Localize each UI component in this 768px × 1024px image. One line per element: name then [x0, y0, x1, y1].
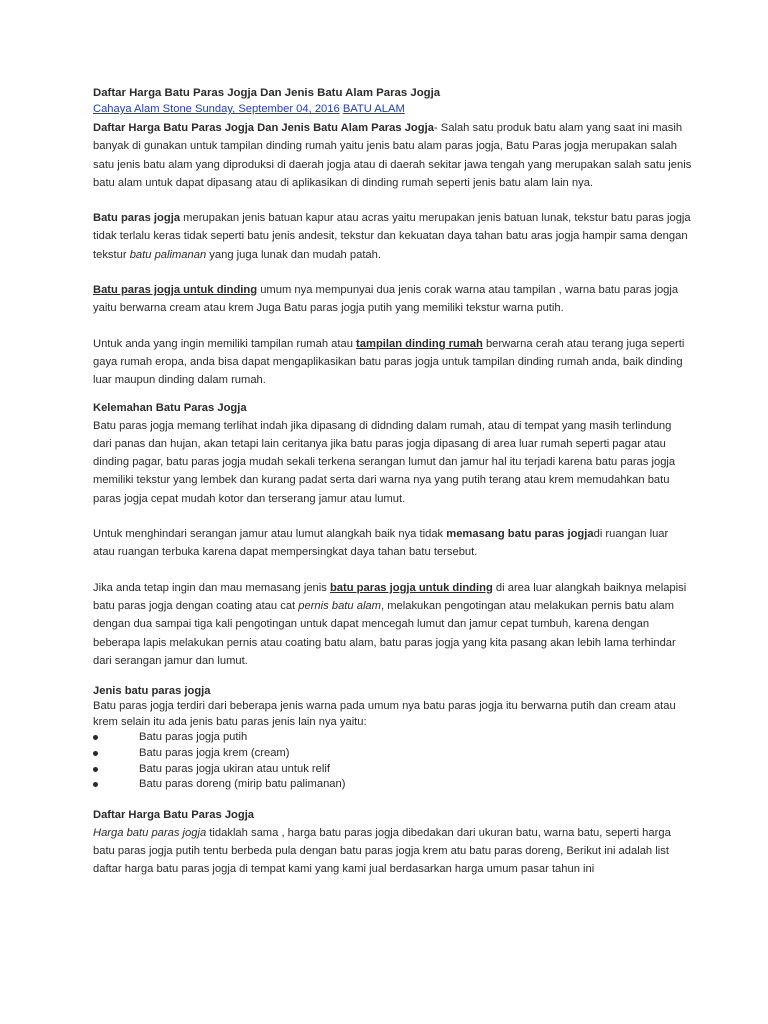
- p3-text: umum nya mempunyai dua jenis corak warna atau tampilan , warna batu paras jogja yaitu berwarna cream atau krem Juga Batu paras jogja putih yang memiliki tekstur warna putih.: [93, 284, 679, 315]
- heading-kelemahan: Kelemahan Batu Paras Jogja: [93, 401, 247, 414]
- document-page: [93, 85, 693, 879]
- paragraph-kelemahan: Batu paras jogja memang terlihat indah jika dipasang di didnding dalam rumah, atau di tempat yang masih terlindung dari panas dan hujan, akan tetapi lain ceritanya jika batu paras jogja dipasang di area luar rumah seperti pagar atau dinding pagar, batu paras jogja mudah sekali terkena serangan lumut dan jamur hal itu terjadi karena batu paras jogja memiliki tekstur yang lembek dan kurang padat serta dari warna nya yang putih terang atau krem memudahkan batu paras jogja cepat mudah kotor dan terserang jamur atau lumut.: [93, 419, 676, 505]
- p6-bold: memasang batu paras jogja: [446, 528, 594, 541]
- paragraph-coating: [93, 579, 693, 670]
- p2-italic: batu palimanan: [129, 248, 207, 261]
- p7-italic: pernis batu alam: [298, 599, 381, 612]
- paragraph-tampilan-rumah: [93, 335, 693, 390]
- list-item-label: Batu paras jogja ukiran atau untuk relif: [139, 762, 330, 775]
- p4-text-1: Untuk anda yang ingin memiliki tampilan rumah atau: [93, 337, 357, 350]
- link-batu-paras-untuk-dinding[interactable]: Batu paras jogja untuk dinding: [93, 284, 258, 297]
- list-item: [93, 730, 693, 746]
- paragraph-batu-paras: [93, 209, 693, 264]
- p2-text-2: yang juga lunak dan mudah patah.: [206, 248, 381, 261]
- p7-text-2: di area luar alangkah baiknya melapisi batu paras jogja dengan coating atau cat: [93, 581, 687, 612]
- intro-bold-lead: Daftar Harga Batu Paras Jogja Dan Jenis Batu Alam Paras Jogja: [93, 122, 434, 134]
- list-item-label: Batu paras jogja krem (cream): [139, 746, 290, 759]
- link-batu-paras-untuk-dinding-2[interactable]: batu paras jogja untuk dinding: [329, 581, 493, 594]
- p7-text-1: Jika anda tetap ingin dan mau memasang jenis: [93, 581, 330, 594]
- post-byline: [93, 101, 693, 117]
- category-link[interactable]: BATU ALAM: [342, 103, 405, 115]
- list-item-label: Batu paras jogja putih: [139, 731, 248, 744]
- harga-italic-lead: Harga batu paras jogja: [93, 826, 207, 839]
- paragraph-untuk-dinding: [93, 281, 693, 318]
- paragraph-menghindari: [93, 525, 693, 562]
- link-tampilan-dinding-rumah[interactable]: tampilan dinding rumah: [356, 337, 483, 350]
- p7-text-3: , melakukan pengotingan atau melakukan pernis batu alam dengan dua sampai tiga kali pengotingan untuk dapat mencegah lumut dan jamur cepat tumbuh, karena dengan beberapa lapis melakukan pernis atau coating batu alam, batu paras jogja yang kita pasang akan lebih lama terhindar dari serangan jamur dan lumut.: [93, 599, 676, 667]
- p4-text-2: berwarna cerah atau terang juga seperti gaya rumah eropa, anda bisa dapat mengaplikasikan batu paras jogja untuk tampilan dinding rumah anda, baik dinding luar maupun dinding dalam rumah.: [93, 337, 685, 387]
- paragraph-harga: [93, 824, 693, 879]
- p6-text-1: Untuk menghindari serangan jamur atau lumut alangkah baik nya tidak: [93, 528, 447, 541]
- list-item-label: Batu paras doreng (mirip batu palimanan): [139, 778, 346, 791]
- author-date-link[interactable]: Cahaya Alam Stone Sunday, September 04, 2016: [93, 103, 340, 115]
- bullet-icon: [93, 767, 98, 772]
- paragraph-jenis: Batu paras jogja terdiri dari beberapa jenis warna pada umum nya batu paras jogja itu berwarna putih dan cream atau krem selain itu ada jenis batu paras jenis lain nya yaitu:: [93, 700, 676, 728]
- intro-text: - Salah satu produk batu alam yang saat ini masih banyak di gunakan untuk tampilan dinding rumah yaitu jenis batu alam paras jogja, Batu Paras jogja merupakan salah satu jenis batu alam yang diproduksi di daerah jogja atau di daerah sekitar jawa tengah yang merupakan salah satu jenis batu alam untuk dapat dipasang atau di aplikasikan di dinding rumah seperti jenis batu alam lain nya.: [93, 122, 692, 189]
- bullet-icon: [93, 751, 98, 756]
- heading-jenis: Jenis batu paras jogja: [93, 685, 211, 698]
- bullet-icon: [93, 782, 98, 787]
- jenis-list: [93, 730, 693, 792]
- list-item: [93, 777, 693, 793]
- harga-text: tidaklah sama , harga batu paras jogja dibedakan dari ukuran batu, warna batu, seperti harga batu paras jogja putih tentu berbeda pula dengan batu paras jogja krem atu batu paras doreng, Berikut ini adalah list daftar harga batu paras jogja di tempat kami yang kami jual berdasarkan harga umum pasar tahun ini: [93, 826, 671, 876]
- list-item: [93, 762, 693, 778]
- intro-paragraph: [93, 119, 693, 192]
- post-title: Daftar Harga Batu Paras Jogja Dan Jenis Batu Alam Paras Jogja: [93, 87, 441, 99]
- p6-text-2: di ruangan luar atau ruangan terbuka karena dapat mempersingkat daya tahan batu tersebut.: [93, 528, 669, 559]
- p2-text-1: merupakan jenis batuan kapur atau acras yaitu merupakan jenis batuan lunak, tekstur batu paras jogja tidak terlalu keras tidak seperti batu jenis andesit, tekstur dan kekuatan daya tahan batu aras jogja hampir sama dengan tekstur: [93, 212, 691, 261]
- bullet-icon: [93, 735, 98, 740]
- list-item: [93, 746, 693, 762]
- p2-bold-lead: Batu paras jogja: [93, 212, 181, 225]
- heading-daftar-harga: Daftar Harga Batu Paras Jogja: [93, 808, 255, 821]
